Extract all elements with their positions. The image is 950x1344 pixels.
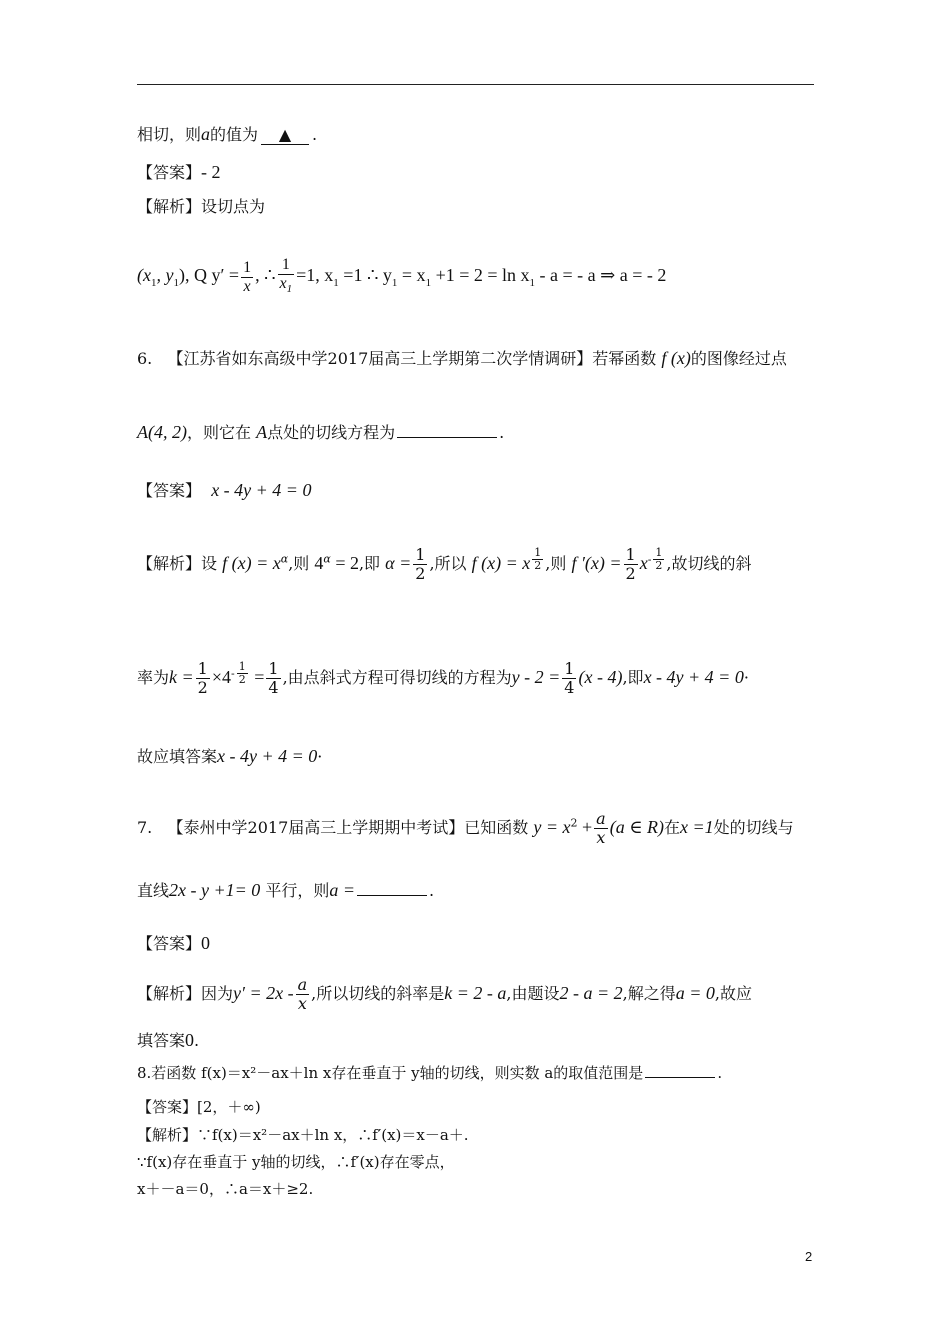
answer-blank[interactable]: [645, 1076, 715, 1078]
q8-analysis-3: x＋－a＝0，∴a＝x＋≥2.: [137, 1180, 314, 1198]
q7-fill: 填答案0.: [137, 1030, 200, 1050]
q6-answer: 【答案】 x - 4y + 4 = 0: [137, 480, 312, 500]
q7-analysis: 【解析】因为y′ = 2x - $\frac{a}{x}$ ,所以切线的斜率是k = 2 - a,由题设2 - a = 2,解之得a = 0,故应: [137, 975, 752, 1013]
triangle-icon: ▲: [278, 125, 292, 144]
q6-analysis-1: 【解析】设 f $(x) = x^\alpha$,则 $4^\alpha = 2$,即 α = $\frac{1}{2}$ ,所以 f (x) = x $^{\frac{1}{2}}$ ,则 f ′(x) = $\frac{1}{2}$ $x^{- \frac{1}{2}}$ ,故切线的斜: [137, 545, 752, 583]
q5-analysis: 【解析】设切点为: [137, 197, 266, 216]
q8-analysis: 【解析】∵f(x)＝x²－ax＋ln x，∴f′(x)＝x－a＋.: [137, 1126, 469, 1144]
answer-blank[interactable]: [397, 436, 497, 438]
q5-answer: 【答案】- 2: [137, 162, 221, 182]
q5-stem: 相切，则a的值为 ▲ .: [137, 124, 318, 144]
q6-stem: 6. 【江苏省如东高级中学2017届高三上学期第二次学情调研】若幂函数 f (x)的图像经过点: [137, 348, 787, 368]
answer-blank[interactable]: [261, 125, 309, 145]
q8-stem: 8.若函数 f(x)＝x²－ax＋ln x存在垂直于 y轴的切线，则实数 a的取值范围是 .: [137, 1064, 723, 1082]
q5-formula: ($x_1$, $y_1$), Q y′ = $\frac{1}{x}$ , ∴ $\frac{1}{x_1}$ =1, $x_1 =1$ ∴ $y_1 = x_1 +1 = 2 = \ln x_1 - a$ = - a ⇒ a = - 2: [137, 256, 667, 296]
q6-analysis-2: 率为k = $\frac{1}{2}$ $\times 4^{- \frac{1}{2}}$ = $\frac{1}{4}$ ,由点斜式方程可得切线的方程为y - 2 = $\frac{1}{4}$ (x - 4),即x - 4y + 4 = 0·: [137, 659, 749, 697]
q8-answer: 【答案】[2，＋∞): [137, 1098, 261, 1116]
q7-stem: 7. 【泰州中学2017届高三上学期期中考试】已知函数 $y = x^2$ + $\frac{a}{x}$ (a ∈ R)在x =1处的切线与: [137, 809, 794, 847]
q6-stem-2: A(4, 2)，则它在 A点处的切线方程为 .: [137, 422, 505, 442]
header-rule: [137, 84, 814, 85]
q7-stem-2: 直线2x - y +1= 0 平行，则a = .: [137, 880, 435, 900]
answer-blank[interactable]: [357, 894, 427, 896]
q7-answer: 【答案】0: [137, 933, 211, 953]
page-number: 2: [805, 1249, 813, 1264]
q8-analysis-2: ∵f(x)存在垂直于 y轴的切线，∴f′(x)存在零点，: [137, 1153, 455, 1171]
q6-fill: 故应填答案x - 4y + 4 = 0·: [137, 746, 323, 766]
